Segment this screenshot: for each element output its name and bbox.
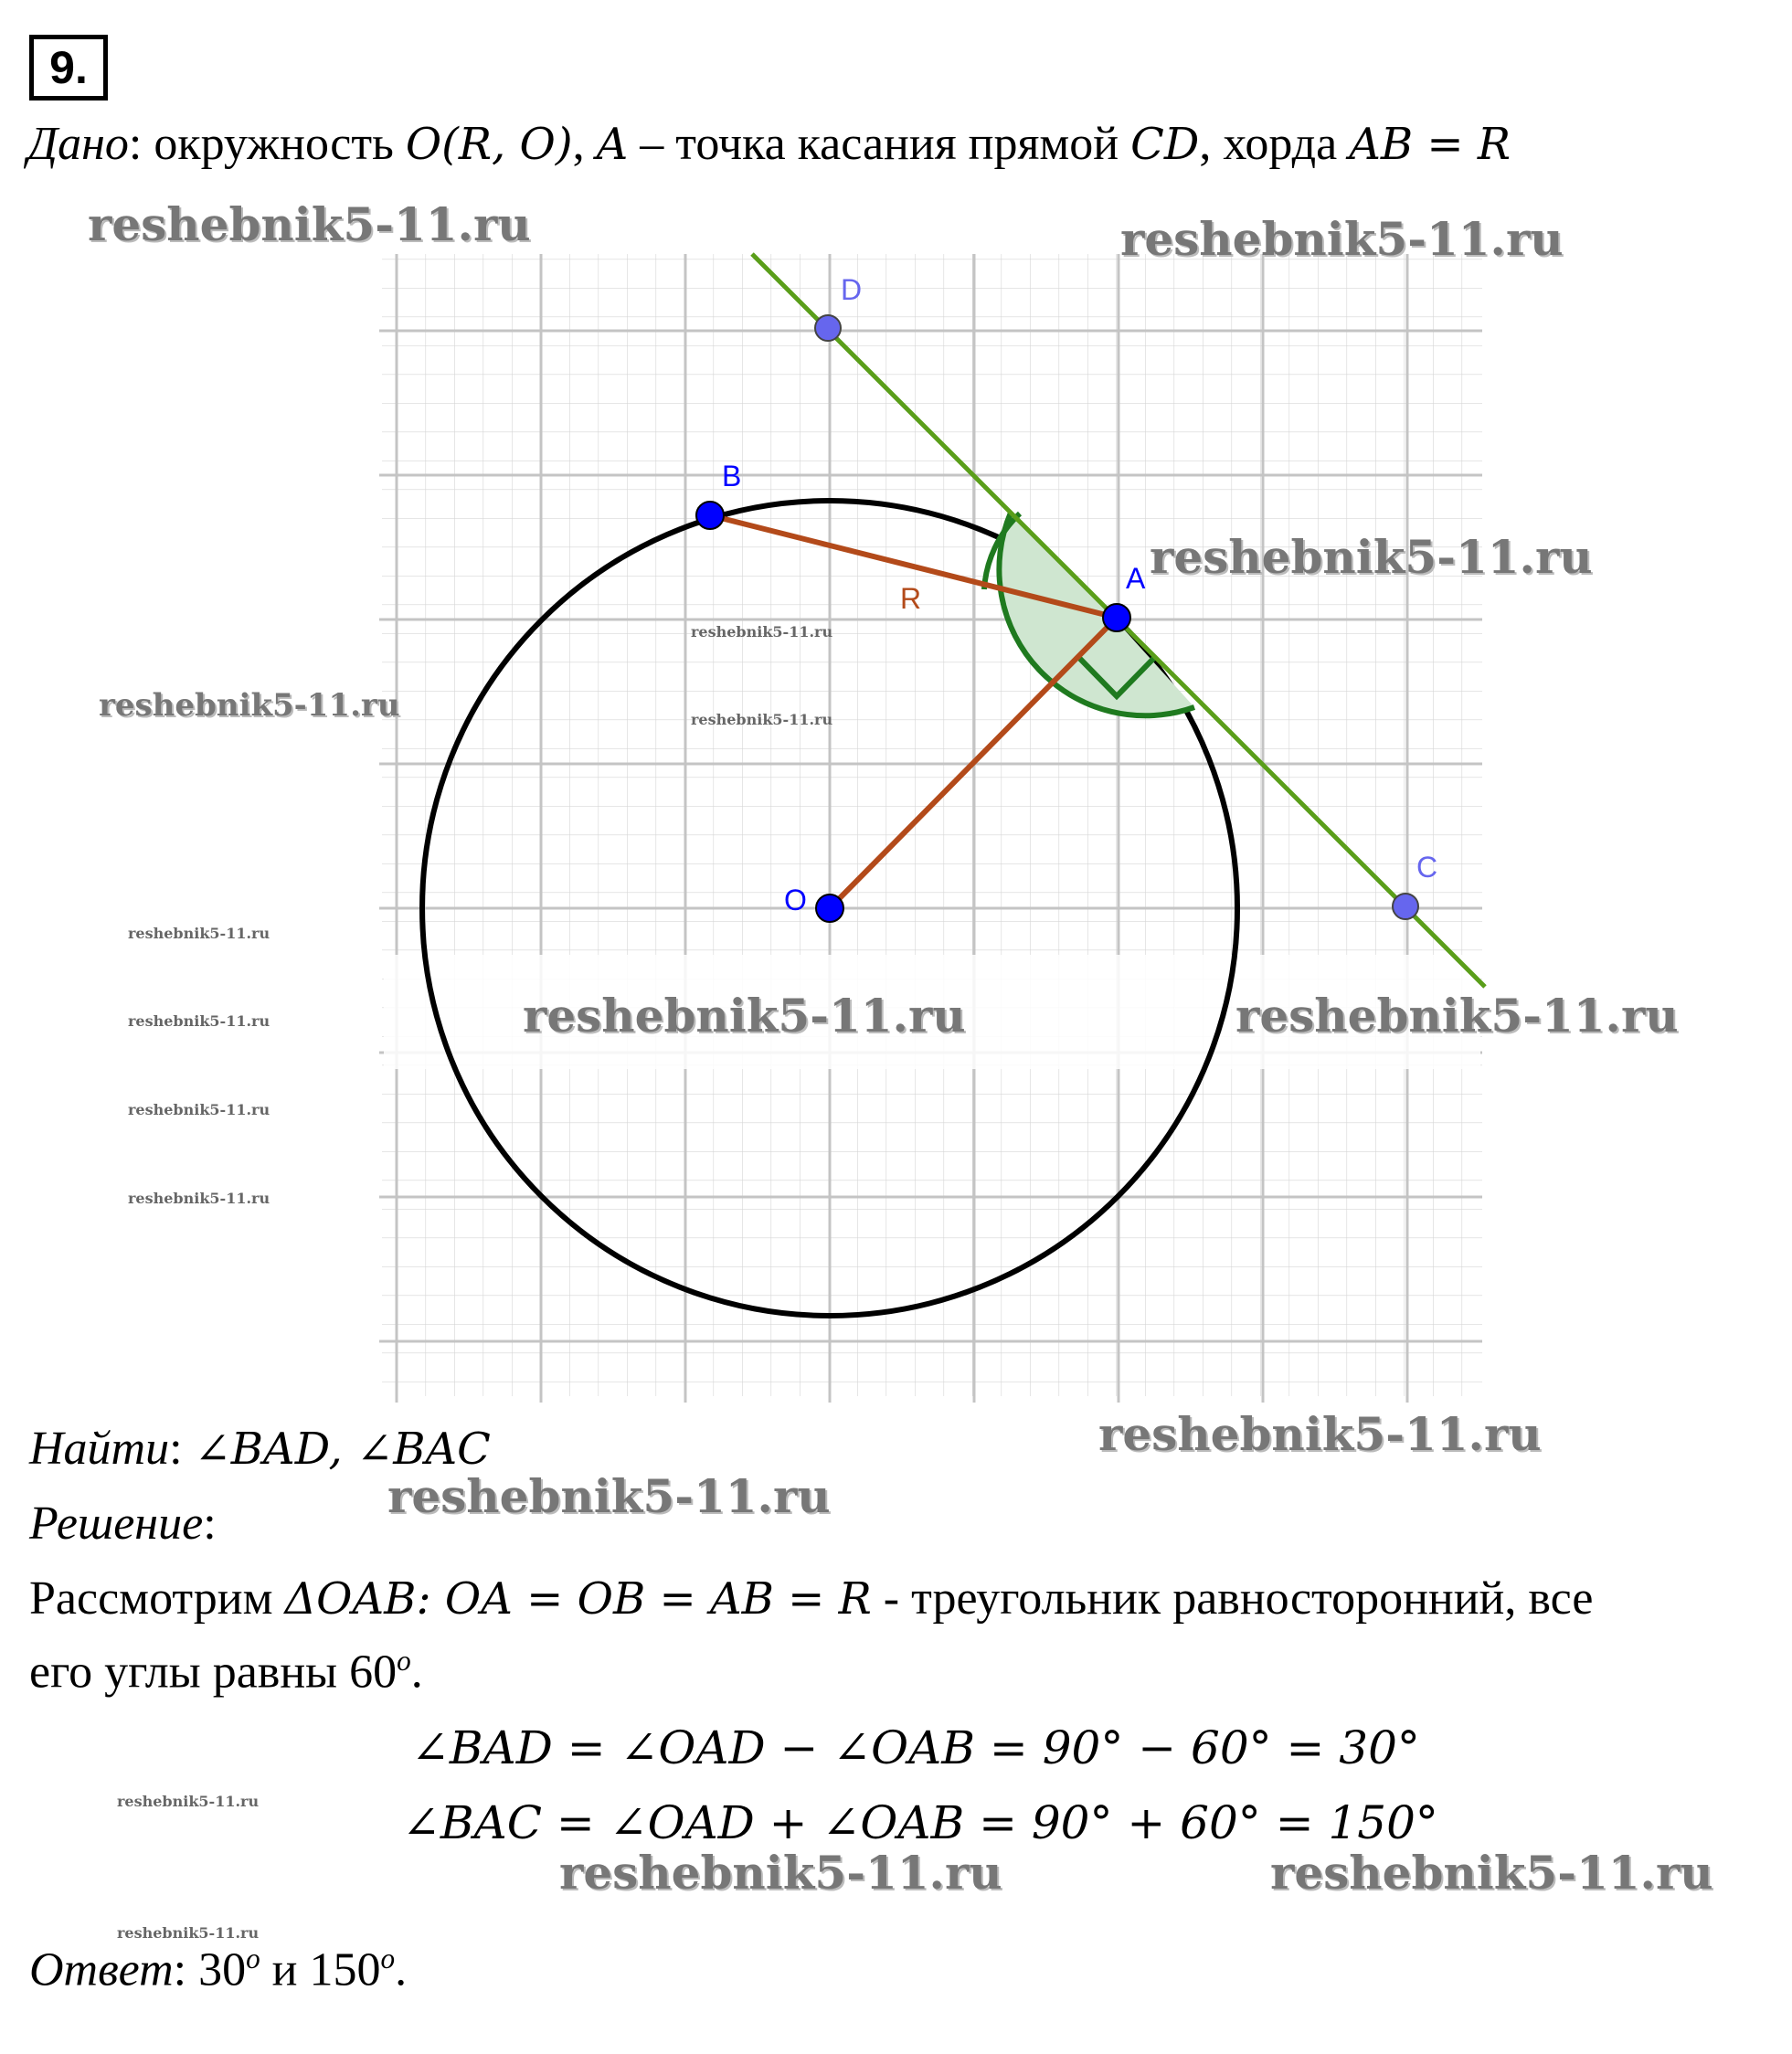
point-d bbox=[815, 315, 841, 341]
consider-math: ΔOAB: OA = OB = AB = R bbox=[284, 1573, 872, 1625]
watermark: reshebnik5-11.ru bbox=[1270, 1846, 1713, 1900]
solution-line: Решение: bbox=[29, 1498, 217, 1550]
watermark: reshebnik5-11.ru bbox=[99, 687, 400, 724]
equation-bac: ∠BAC = ∠OAD + ∠OAB = 90° + 60° = 150° bbox=[402, 1796, 1438, 1849]
given-math-1: O(R, O) bbox=[405, 119, 573, 170]
watermark: reshebnik5-11.ru bbox=[128, 1190, 270, 1207]
label-a: A bbox=[1126, 562, 1146, 595]
answer-sup-2: o bbox=[380, 1943, 396, 1975]
watermark: reshebnik5-11.ru bbox=[559, 1846, 1002, 1900]
label-r: R bbox=[900, 582, 922, 615]
given-math-4: AB = R bbox=[1349, 119, 1511, 170]
watermark: reshebnik5-11.ru bbox=[691, 623, 833, 641]
watermark: reshebnik5-11.ru bbox=[117, 1793, 260, 1810]
solution-label: Решение bbox=[29, 1498, 204, 1550]
answer-line bbox=[29, 1943, 407, 1996]
angles-text: его углы равны 60 bbox=[29, 1646, 398, 1699]
find-math: ∠BAD, ∠BAC bbox=[194, 1424, 491, 1475]
answer-sup-1: o bbox=[246, 1943, 260, 1975]
answer-text-3: . bbox=[395, 1943, 408, 1996]
point-o bbox=[816, 895, 843, 922]
given-text-3: – точка касания прямой bbox=[628, 118, 1131, 170]
find-label: Найти bbox=[29, 1423, 170, 1475]
given-text-2: , bbox=[572, 118, 597, 170]
consider-rest: - треугольник равносторонний, все bbox=[871, 1572, 1594, 1625]
watermark: reshebnik5-11.ru bbox=[128, 1012, 270, 1030]
watermark: reshebnik5-11.ru bbox=[1150, 530, 1593, 584]
consider-line bbox=[29, 1572, 1593, 1625]
watermark: reshebnik5-11.ru bbox=[88, 197, 531, 251]
equation-bad: ∠BAD = ∠OAD − ∠OAB = 90° − 60° = 30° bbox=[411, 1721, 1420, 1774]
given-math-3: CD bbox=[1130, 119, 1200, 170]
answer-label: Ответ bbox=[29, 1943, 174, 1996]
watermark: reshebnik5-11.ru bbox=[128, 925, 270, 942]
consider-text: Рассмотрим bbox=[29, 1572, 285, 1625]
point-b bbox=[696, 502, 724, 529]
watermark: reshebnik5-11.ru bbox=[523, 989, 966, 1043]
label-b: B bbox=[722, 460, 742, 492]
angles-end: . bbox=[410, 1646, 423, 1699]
watermark: reshebnik5-11.ru bbox=[128, 1101, 270, 1118]
watermark: reshebnik5-11.ru bbox=[691, 711, 833, 728]
angles-sup: o bbox=[397, 1645, 411, 1677]
angles-line bbox=[29, 1645, 423, 1699]
answer-text-2: и 150 bbox=[260, 1943, 381, 1996]
find-line: Найти: ∠BAD, ∠BAC bbox=[29, 1423, 491, 1475]
watermark: reshebnik5-11.ru bbox=[1235, 989, 1679, 1043]
given-label: Дано bbox=[27, 118, 129, 170]
answer-text-1: : 30 bbox=[173, 1943, 247, 1996]
point-c bbox=[1393, 894, 1418, 919]
label-c: C bbox=[1416, 851, 1438, 884]
watermark: reshebnik5-11.ru bbox=[1098, 1407, 1542, 1461]
watermark: reshebnik5-11.ru bbox=[1120, 212, 1564, 266]
label-o: O bbox=[784, 884, 807, 916]
given-text-4: , хорда bbox=[1199, 118, 1350, 170]
watermark: reshebnik5-11.ru bbox=[387, 1469, 831, 1523]
given-text-1: : окружность bbox=[128, 118, 406, 170]
given-math-2: A bbox=[596, 119, 629, 170]
problem-number: 9. bbox=[29, 35, 108, 101]
watermark: reshebnik5-11.ru bbox=[117, 1924, 260, 1942]
grid bbox=[379, 254, 1482, 1403]
label-d: D bbox=[841, 273, 863, 306]
point-a bbox=[1103, 604, 1130, 631]
